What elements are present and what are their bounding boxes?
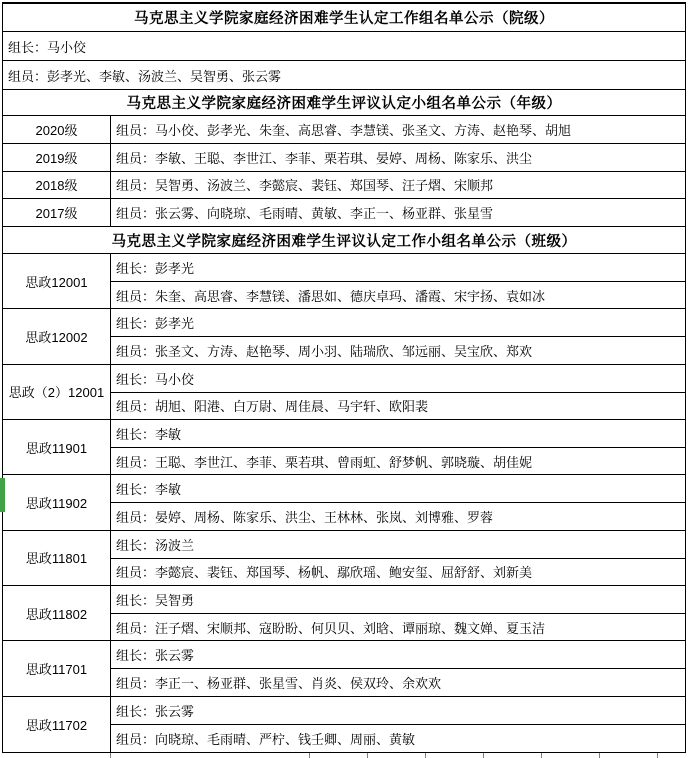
grid-column-tick: [110, 753, 111, 758]
class-block: [3, 475, 685, 530]
grade-members-cell: 组员：张云雾、向晓琼、毛雨晴、黄敏、李正一、杨亚群、张星雪: [116, 206, 494, 222]
grade-row: [3, 172, 685, 200]
class-leader-cell: 组长：马小佼: [111, 365, 685, 393]
grade-label-cell: 2019级: [3, 144, 111, 171]
class-name-cell: 思政11801: [3, 531, 111, 585]
class-members-cell: 组员：张圣文、方涛、赵艳琴、周小羽、陆瑞欣、邹远丽、吴宝欣、郑欢: [116, 343, 533, 359]
class-members-cell: 组员：汪子熠、宋顺邦、寇盼盼、何贝贝、刘晗、谭丽琼、魏文婵、夏玉洁: [116, 620, 546, 636]
grade-label-cell: 2018级: [3, 172, 111, 199]
class-name-cell: 思政11901: [3, 420, 111, 474]
class-block: [3, 531, 685, 586]
class-name-cell: 思政（2）12001: [3, 365, 111, 419]
college-members-cell: 组员：彭孝光、李敏、汤波兰、吴智勇、张云雾: [3, 61, 685, 90]
class-members-cell: 组员：朱奎、高思睿、李慧镁、潘思如、德庆卓玛、潘霞、宋宇扬、袁如冰: [116, 288, 546, 304]
grade-label-cell: 2017级: [3, 199, 111, 226]
document-table: [2, 2, 686, 753]
class-leader-cell: 组长：张云雾: [111, 641, 685, 669]
grade-row: [3, 116, 685, 144]
class-leader-cell: 组长：张云雾: [111, 697, 685, 725]
class-name-cell: 思政12002: [3, 309, 111, 363]
college-leader-cell: 组长：马小佼: [3, 32, 685, 61]
class-block: [3, 586, 685, 641]
class-leader-cell: 组长：彭孝光: [111, 309, 685, 337]
grade-row: [3, 199, 685, 227]
class-block: [3, 641, 685, 696]
class-members-cell: 组员：李正一、杨亚群、张星雪、肖炎、侯双玲、余欢欢: [116, 675, 442, 691]
class-block: [3, 309, 685, 364]
class-name-cell: 思政11802: [3, 586, 111, 640]
college-section-title: 马克思主义学院家庭经济困难学生认定工作组名单公示（院级）: [3, 4, 685, 32]
class-name-cell: 思政11701: [3, 641, 111, 695]
class-members-cell: 组员：向晓琼、毛雨晴、严柠、钱壬卿、周丽、黄敏: [116, 731, 416, 747]
class-members-cell: 组员：晏婷、周杨、陈家乐、洪尘、王林林、张岚、刘博雅、罗蓉: [116, 509, 494, 525]
class-section-title: 马克思主义学院家庭经济困难学生评议认定工作小组名单公示（班级）: [3, 227, 685, 254]
class-leader-cell: 组长：彭孝光: [111, 254, 685, 282]
grade-members-cell: 组员：吴智勇、汤波兰、李懿宸、裴钰、郑国琴、汪子熠、宋顺邦: [116, 178, 494, 194]
grade-members-cell: 组员：李敏、王聪、李世江、李菲、栗若琪、晏婷、周杨、陈家乐、洪尘: [116, 150, 533, 166]
class-leader-cell: 组长：李敏: [111, 420, 685, 448]
class-block: [3, 420, 685, 475]
grade-members-cell: 组员：马小佼、彭孝光、朱奎、高思睿、李慧镁、张圣文、方涛、赵艳琴、胡旭: [116, 122, 572, 138]
class-leader-cell: 组长：吴智勇: [111, 586, 685, 614]
class-members-cell: 组员：王聪、李世江、李菲、栗若琪、曾雨虹、舒梦帆、郭晓璇、胡佳妮: [116, 454, 533, 470]
grade-section-title: 马克思主义学院家庭经济困难学生评议认定小组名单公示（年级）: [3, 90, 685, 116]
class-members-cell: 组员：李懿宸、裴钰、郑国琴、杨帆、鄢欣瑶、鲍安玺、屈舒舒、刘新美: [116, 565, 533, 581]
grade-label-cell: 2020级: [3, 116, 111, 143]
class-block: [3, 254, 685, 309]
grid-column-ticks: [252, 753, 688, 758]
class-leader-cell: 组长：汤波兰: [111, 531, 685, 559]
class-members-cell: 组员：胡旭、阳港、白万尉、周佳晨、马宇轩、欧阳裴: [116, 399, 429, 415]
class-name-cell: 思政12001: [3, 254, 111, 308]
row-selection-indicator: [0, 478, 5, 512]
class-block: [3, 365, 685, 420]
grade-row: [3, 144, 685, 172]
class-name-cell: 思政11902: [3, 475, 111, 529]
class-name-cell: 思政11702: [3, 697, 111, 752]
class-block: [3, 697, 685, 752]
class-leader-cell: 组长：李敏: [111, 475, 685, 503]
